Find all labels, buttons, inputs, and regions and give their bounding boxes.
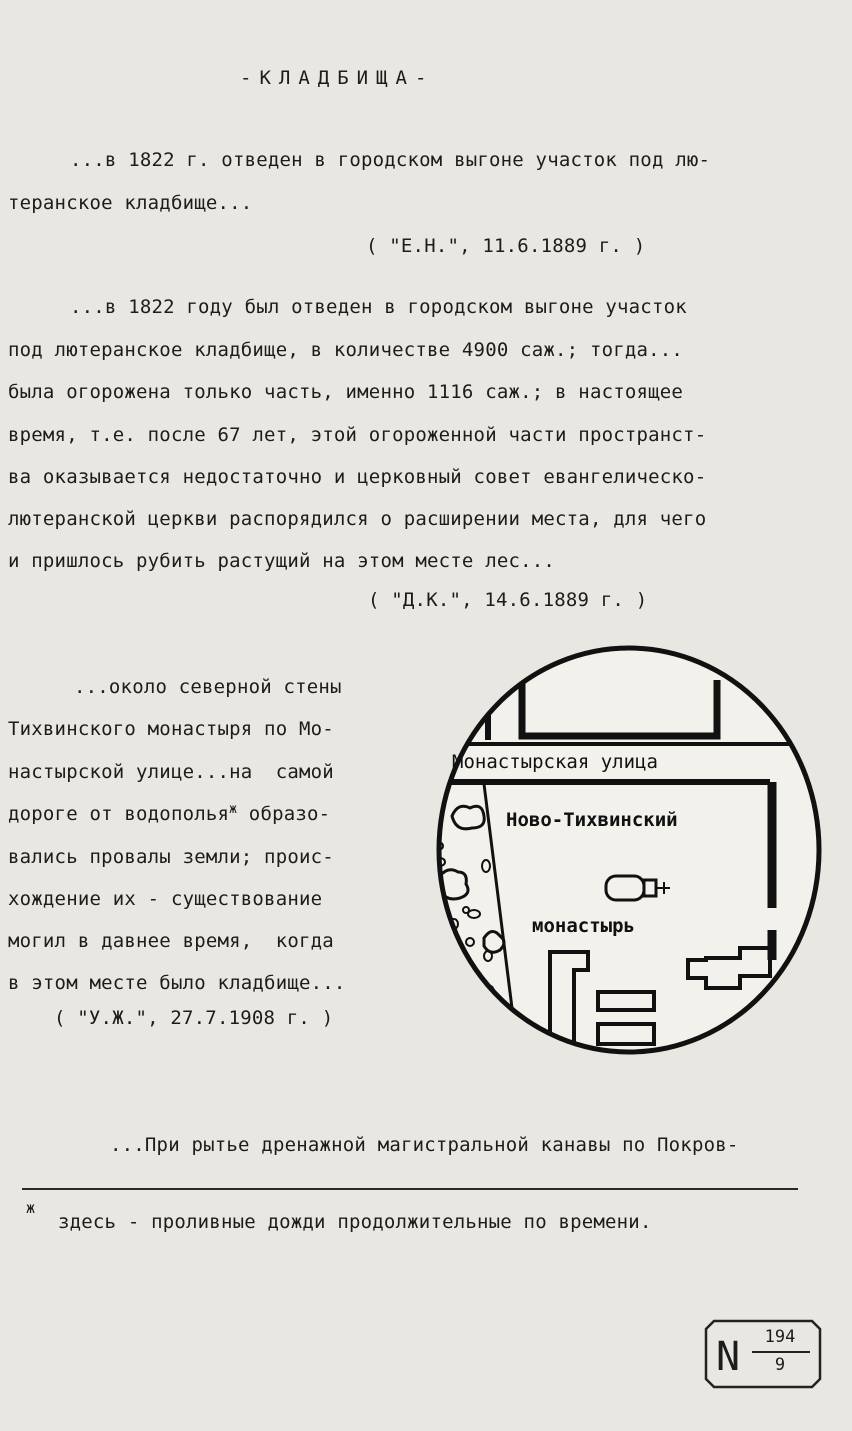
stamp-symbol: N <box>716 1334 741 1380</box>
stamp-denominator: 9 <box>774 1355 786 1375</box>
paragraph-line: ...около северной стены <box>74 676 342 698</box>
paragraph-line: и пришлось рубить растущий на этом месте лес... <box>8 550 556 572</box>
paragraph-line: могил в давнее время, когда <box>8 930 334 952</box>
paragraph-line: лютеранской церкви распорядился о расширении места, для чего <box>8 508 707 530</box>
footnote-divider <box>22 1188 798 1190</box>
footnote-text: здесь - проливные дожди продолжительные по времени. <box>58 1211 652 1233</box>
paragraph-line <box>8 802 330 826</box>
footnote-marker: ж <box>26 1199 36 1217</box>
street-label: Монастырская улица <box>452 751 658 773</box>
footnote-marker: ж <box>229 802 238 817</box>
monastery-map-figure <box>430 640 828 1060</box>
paragraph-line: Тихвинского монастыря по Мо- <box>8 718 334 740</box>
paragraph-line: ...в 1822 году был отведен в городском выгоне участок <box>70 296 687 318</box>
line-text: образо- <box>237 803 331 825</box>
monastery-label: Ново-Тихвинский <box>506 809 678 831</box>
paragraph-line: настырской улице...на самой <box>8 761 334 783</box>
paragraph-line: ...При рытье дренажной магистральной канавы по Покров- <box>110 1134 739 1156</box>
paragraph-line: ...в 1822 г. отведен в городском выгоне участок под лю- <box>70 149 711 171</box>
archive-stamp <box>702 1317 824 1391</box>
paragraph-line: под лютеранское кладбище, в количестве 4900 саж.; тогда... <box>8 339 684 361</box>
page-title: -КЛАДБИЩА- <box>240 67 435 89</box>
paragraph-line: в этом месте было кладбище... <box>8 972 346 994</box>
monastery-label-second-line: монастырь <box>532 915 635 937</box>
paragraph-line: была огорожена только часть, именно 1116 саж.; в настоящее <box>8 381 684 403</box>
citation: ( "Д.К.", 14.6.1889 г. ) <box>368 589 648 611</box>
stamp-numerator: 194 <box>764 1327 796 1347</box>
paragraph-line: ва оказывается недостаточно и церковный совет евангелическо- <box>8 466 707 488</box>
paragraph-line: вались провалы земли; проис- <box>8 846 334 868</box>
citation: ( "У.Ж.", 27.7.1908 г. ) <box>54 1007 334 1029</box>
paragraph-line: время, т.е. после 67 лет, этой огороженной части пространст- <box>8 424 707 446</box>
line-text: дороге от водополья <box>8 803 230 825</box>
grave-marker <box>492 1027 500 1037</box>
paragraph-line: теранское кладбище... <box>8 192 253 214</box>
citation: ( "Е.Н.", 11.6.1889 г. ) <box>366 235 646 257</box>
stamp-fraction-bar <box>752 1351 810 1353</box>
paragraph-line: хождение их - существование <box>8 888 323 910</box>
